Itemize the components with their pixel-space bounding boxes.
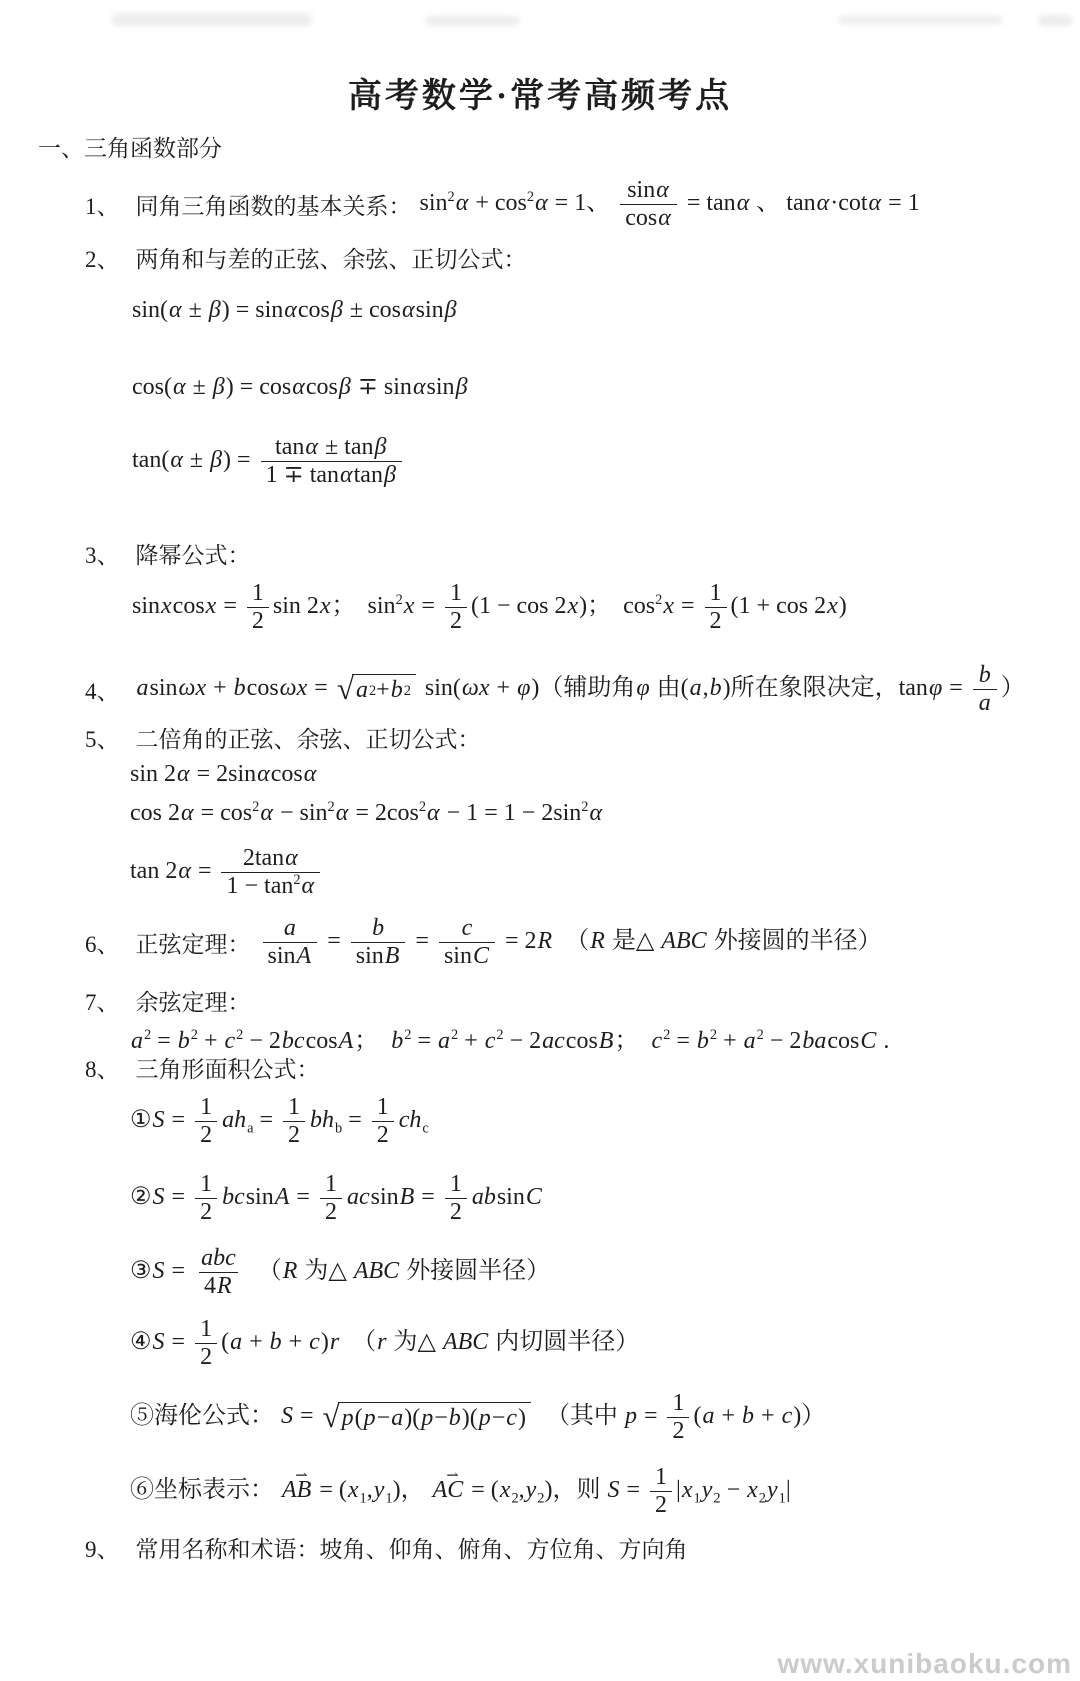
- formula: cos(α ± β) = cosαcosβ ∓ sinαsinβ: [132, 373, 468, 400]
- formula: asinωx + bcosωx = √ a 2 + b 2 sin(ωx + φ)（辅助角φ 由(a,b)所在象限决定，tanφ = $\frac{b}{a}$ ）: [136, 661, 1025, 716]
- item-number: 1、: [85, 193, 120, 219]
- formula: tan(α ± β) = $\frac{\tan\alpha \pm \tan\beta}{1 \mp \tan\alpha\tan\beta}$: [132, 434, 406, 489]
- formula: $a^2 = b^2 + c^2 - 2bccosA$； $b^2 = a^2 + c^2 - 2accosB$； $c^2 = b^2 + a^2 - 2bacosC$ .: [131, 1026, 890, 1054]
- formula: ③S = abc 4R （R 为△ ABC 外接圆半径）: [130, 1244, 551, 1299]
- item-label: 余弦定理：: [135, 989, 251, 1015]
- formula: ①S = $\frac{1}{2}$ $ah_a$ = $\frac{1}{2}$ $bh_b$ = $\frac{1}{2}$ $ch_c$: [130, 1093, 429, 1148]
- formula-line: [132, 574, 847, 640]
- item-label: 二倍角的正弦、余弦、正切公式：: [135, 726, 481, 752]
- item-2-row: [85, 242, 535, 272]
- formula: $\frac{a}{\sin A}$ = $\frac{b}{\sin B}$ = $\frac{c}{\sin C}$ = 2R （R 是△ ABC 外接圆的半径）: [259, 915, 882, 970]
- formula-line: [132, 292, 458, 328]
- item-8-row: [85, 1052, 328, 1082]
- item-number: 5、: [85, 726, 120, 752]
- item-number: 6、: [85, 931, 120, 957]
- item-3-row: [85, 538, 259, 568]
- item-number: 7、: [85, 989, 120, 1015]
- item-6-row: [85, 908, 882, 976]
- item-9-row: [85, 1532, 696, 1562]
- formula-line: [130, 1312, 639, 1374]
- item-label: 两角和与差的正弦、余弦、正切公式：: [135, 246, 527, 272]
- formula-line: [130, 1240, 550, 1304]
- item-label: 正弦定理：: [135, 931, 251, 957]
- formula-line: [130, 1460, 791, 1522]
- formula: ⑤海伦公式： S = √ p ( p − a )( p − b )( p − c ) （其中 p = $\frac{1}{2}$ (a + b + c)）: [130, 1389, 826, 1444]
- formula: sin(α ± β) = sinαcosβ ± cosαsinβ: [132, 296, 457, 323]
- formula-line: [132, 368, 469, 404]
- formula: $\sin^2\alpha + \cos^2\alpha = 1$、 $\frac{\sin\alpha}{\cos\alpha}$ = tanα 、 tanα·cotα = 1: [419, 176, 920, 231]
- item-4-row: [85, 650, 1025, 728]
- page-title: 高考数学·常考高频考点: [347, 78, 733, 115]
- item-number: 8、: [85, 1056, 120, 1082]
- watermark: www.xunibaoku.com: [777, 1648, 1072, 1679]
- formula: $\cos 2\alpha = \cos^2\alpha - \sin^2\alpha = 2\cos^2\alpha - 1 = 1 - 2\sin^2\alpha$: [130, 798, 603, 826]
- formula-line: [130, 838, 324, 906]
- item-1-row: [85, 170, 920, 238]
- formula-line: [130, 1168, 543, 1228]
- scan-artifact: [838, 16, 1003, 24]
- item-label: 常用名称和术语：坡角、仰角、俯角、方位角、方向角: [135, 1536, 688, 1562]
- item-label: 降幂公式：: [135, 542, 251, 568]
- item-5-row: [85, 722, 489, 752]
- item-number: 4、: [85, 678, 120, 704]
- formula: ④S = $\frac{1}{2}$ (a + b + c)r （r 为△ ABC 内切圆半径）: [130, 1315, 640, 1370]
- formula-line: [130, 796, 603, 830]
- formula: sin 2α = 2sinαcosα: [130, 760, 317, 787]
- formula-line: [130, 1384, 825, 1450]
- formula: ⑥坐标表示： AB ⇀ = $(x_1,y_1)$， AC ⇀ = $(x_2,y_2)$，则 S = $\frac{1}{2}$ $|x_1y_2 - x_2y_1|$: [130, 1464, 791, 1519]
- formula-line: [130, 1092, 429, 1150]
- item-number: 2、: [85, 246, 120, 272]
- formula: ②S = $\frac{1}{2}$ bcsinA = $\frac{1}{2}$ acsinB = $\frac{1}{2}$ absinC: [130, 1170, 542, 1225]
- scan-artifact: [1038, 15, 1072, 26]
- item-label: 三角形面积公式：: [135, 1056, 320, 1082]
- formula: sinxcosx = $\frac{1}{2}$ sin 2x； $\sin^2x$ = $\frac{1}{2}$ (1 − cos 2x)； $\cos^2x$ = $\frac{1}{2}$ (1 + cos 2x): [132, 579, 847, 634]
- item-number: 3、: [85, 542, 120, 568]
- item-number: 9、: [85, 1536, 120, 1562]
- item-label: 同角三角函数的基本关系：: [135, 193, 412, 219]
- formula-line: [130, 758, 317, 790]
- item-7-row: [85, 985, 259, 1015]
- formula: tan 2α = $\frac{2\tan\alpha}{1 - \tan^2\alpha}$: [130, 845, 324, 900]
- scan-artifact: [112, 13, 312, 26]
- scan-artifact: [425, 16, 520, 26]
- formula-line: [132, 424, 406, 498]
- section-heading: 一、三角函数部分: [38, 136, 222, 161]
